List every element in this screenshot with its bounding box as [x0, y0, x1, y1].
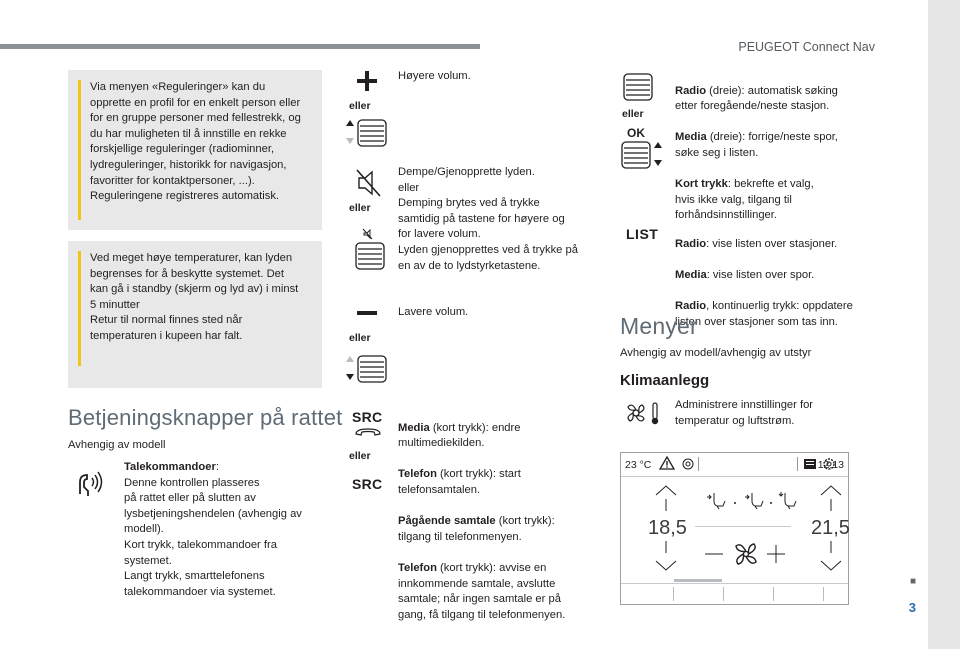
radio-text: : bekrefte et valg, hvis ikke valg, tilgang til forhåndsinnstillinger. — [675, 178, 814, 222]
radio-term: Radio — [675, 84, 707, 97]
menu-subtitle: Avhengig av modell/avhengig av utstyr — [620, 347, 812, 359]
list-term: Radio — [675, 299, 707, 312]
left-temp-up-arrow[interactable] — [655, 485, 677, 511]
src-term: Telefon — [398, 561, 437, 574]
list-term: Media — [675, 268, 707, 281]
src-label-alt: SRC — [352, 476, 383, 492]
screen-tab-divider — [773, 587, 774, 601]
src-term: Pågående samtale — [398, 515, 496, 528]
volume-wheel-down-icon — [346, 354, 388, 384]
plus-icon — [356, 70, 378, 92]
voice-command-description — [124, 460, 302, 600]
fan-decrease-icon[interactable] — [705, 553, 723, 555]
page-bullet: ■ — [909, 576, 916, 587]
fan-icon — [733, 541, 759, 567]
message-icon — [803, 458, 817, 470]
warning-icon — [659, 456, 675, 470]
climate-screen — [620, 452, 849, 605]
phone-icon — [354, 427, 382, 437]
list-text: : vise listen over stasjoner. — [706, 237, 838, 250]
status-divider — [698, 457, 699, 471]
radio-term: Media — [675, 131, 707, 144]
minus-icon — [356, 310, 378, 316]
list-text: : vise listen over spor. — [706, 268, 815, 281]
climate-text: Administrere innstillinger for temperatur og luftstrøm. — [675, 399, 814, 427]
note-text: Ved meget høye temperaturer, kan lyden begrenses for å beskytte systemet. Det kan gå i standby (skjerm og lyd av) i minst 5 minutter Retur til normal finnes sted når temperaturen i kupeen har falt. — [90, 252, 299, 342]
left-temperature: 18,5 — [648, 517, 687, 539]
screen-top-rule — [621, 476, 848, 477]
climate-icon — [626, 401, 662, 425]
radio-text: (dreie): automatisk søking etter foregående/neste stasjon. — [675, 84, 838, 113]
src-text: (kort trykk): tilgang til telefonmenyen. — [398, 515, 555, 543]
section-subtitle: Avhengig av modell — [68, 439, 166, 451]
page-header: PEUGEOT Connect Nav — [738, 40, 875, 54]
volume-up-text: Høyere volum. — [398, 70, 471, 82]
air-distribution-icons[interactable] — [705, 491, 805, 513]
src-label: SRC — [352, 409, 383, 425]
or-label: eller — [349, 332, 371, 344]
connection-icon — [682, 458, 694, 470]
note-marker — [78, 251, 81, 366]
ok-wheel-icon — [621, 140, 663, 170]
src-description — [398, 405, 565, 623]
info-note-profiles — [68, 70, 322, 230]
src-text: (kort trykk): start telefonsamtalen. — [398, 468, 521, 496]
list-label: LIST — [626, 226, 659, 242]
screen-tab-divider — [823, 587, 824, 601]
screen-bottom-rule — [621, 583, 848, 584]
or-label: eller — [349, 450, 371, 462]
note-marker — [78, 80, 81, 220]
outside-temperature: 23 °C — [625, 459, 652, 471]
mute-text: Dempe/Gjenopprette lyden. eller Demping brytes ved å trykke samtidig på tastene for høyere og for lavere volum. Lyden gjenopprettes ved å trykke på en av de to lydstyrketastene. — [398, 166, 578, 272]
screen-clock: 12:13 — [817, 459, 844, 471]
src-text: (kort trykk): endre multimediekilden. — [398, 421, 521, 450]
radio-description — [675, 68, 838, 224]
scroll-indicator — [674, 579, 722, 582]
list-description — [675, 221, 853, 330]
screen-tab-divider — [723, 587, 724, 601]
status-divider — [797, 457, 798, 471]
left-temp-down-arrow[interactable] — [655, 541, 677, 571]
fan-increase-icon[interactable] — [767, 545, 785, 563]
or-label: eller — [349, 100, 371, 112]
src-term: Media — [398, 421, 430, 434]
list-text: , kontinuerlig trykk: oppdatere listen over stasjoner som tas inn. — [675, 299, 853, 328]
right-temp-up-arrow[interactable] — [820, 485, 842, 511]
right-temp-down-arrow[interactable] — [820, 541, 842, 571]
src-text: (kort trykk): avvise en innkommende samtale, avslutte samtale; når ingen samtale er på gang, få tilgang til telefonmenyen. — [398, 561, 566, 621]
page-edge-tab — [928, 0, 960, 649]
menu-title: Menyer — [620, 313, 698, 339]
section-title: Betjeningsknapper på rattet — [68, 405, 343, 430]
radio-term: Kort trykk — [675, 178, 728, 191]
or-label: eller — [349, 202, 371, 214]
radio-text: (dreie): forrige/neste spor, søke seg i listen. — [675, 131, 838, 159]
ok-label: OK — [627, 126, 645, 140]
voice-command-term: Talekommandoer — [124, 461, 216, 473]
page-number: 3 — [908, 600, 916, 615]
screen-center-rule — [695, 526, 791, 527]
climate-title: Klimaanlegg — [620, 372, 710, 389]
list-term: Radio — [675, 237, 707, 250]
src-term: Telefon — [398, 468, 437, 481]
screen-tab-divider — [673, 587, 674, 601]
info-note-temperature — [68, 241, 322, 388]
or-label: eller — [622, 108, 644, 120]
screen-status-bar — [621, 453, 848, 475]
rotary-wheel-icon — [623, 73, 653, 101]
voice-command-text: : Denne kontrollen plasseres på rattet eller på slutten av lysbetjeningshendelen (avhengig av modell). Kort trykk, talekommandoer fra systemet. Langt trykk, smarttelefonens talekommandoer via systemet. — [124, 461, 302, 598]
volume-wheel-up-icon — [346, 118, 388, 148]
note-text: Via menyen «Reguleringer» kan du opprette en profil for en enkelt person eller for en gruppe personer med fellestrekk, og du har muligheten til å innstille en rekke forskjellige reguleringer (radiominner, lydreguleringer, historikk for navigasjon, favoritter for kontaktpersoner, ...). Reguleringene registreres automatisk. — [90, 81, 301, 203]
header-rule — [0, 44, 480, 49]
right-temperature: 21,5 — [811, 517, 850, 539]
mute-icon — [356, 168, 382, 198]
voice-command-icon — [76, 470, 110, 500]
volume-down-text: Lavere volum. — [398, 306, 469, 318]
mute-wheel-icon — [355, 227, 385, 271]
